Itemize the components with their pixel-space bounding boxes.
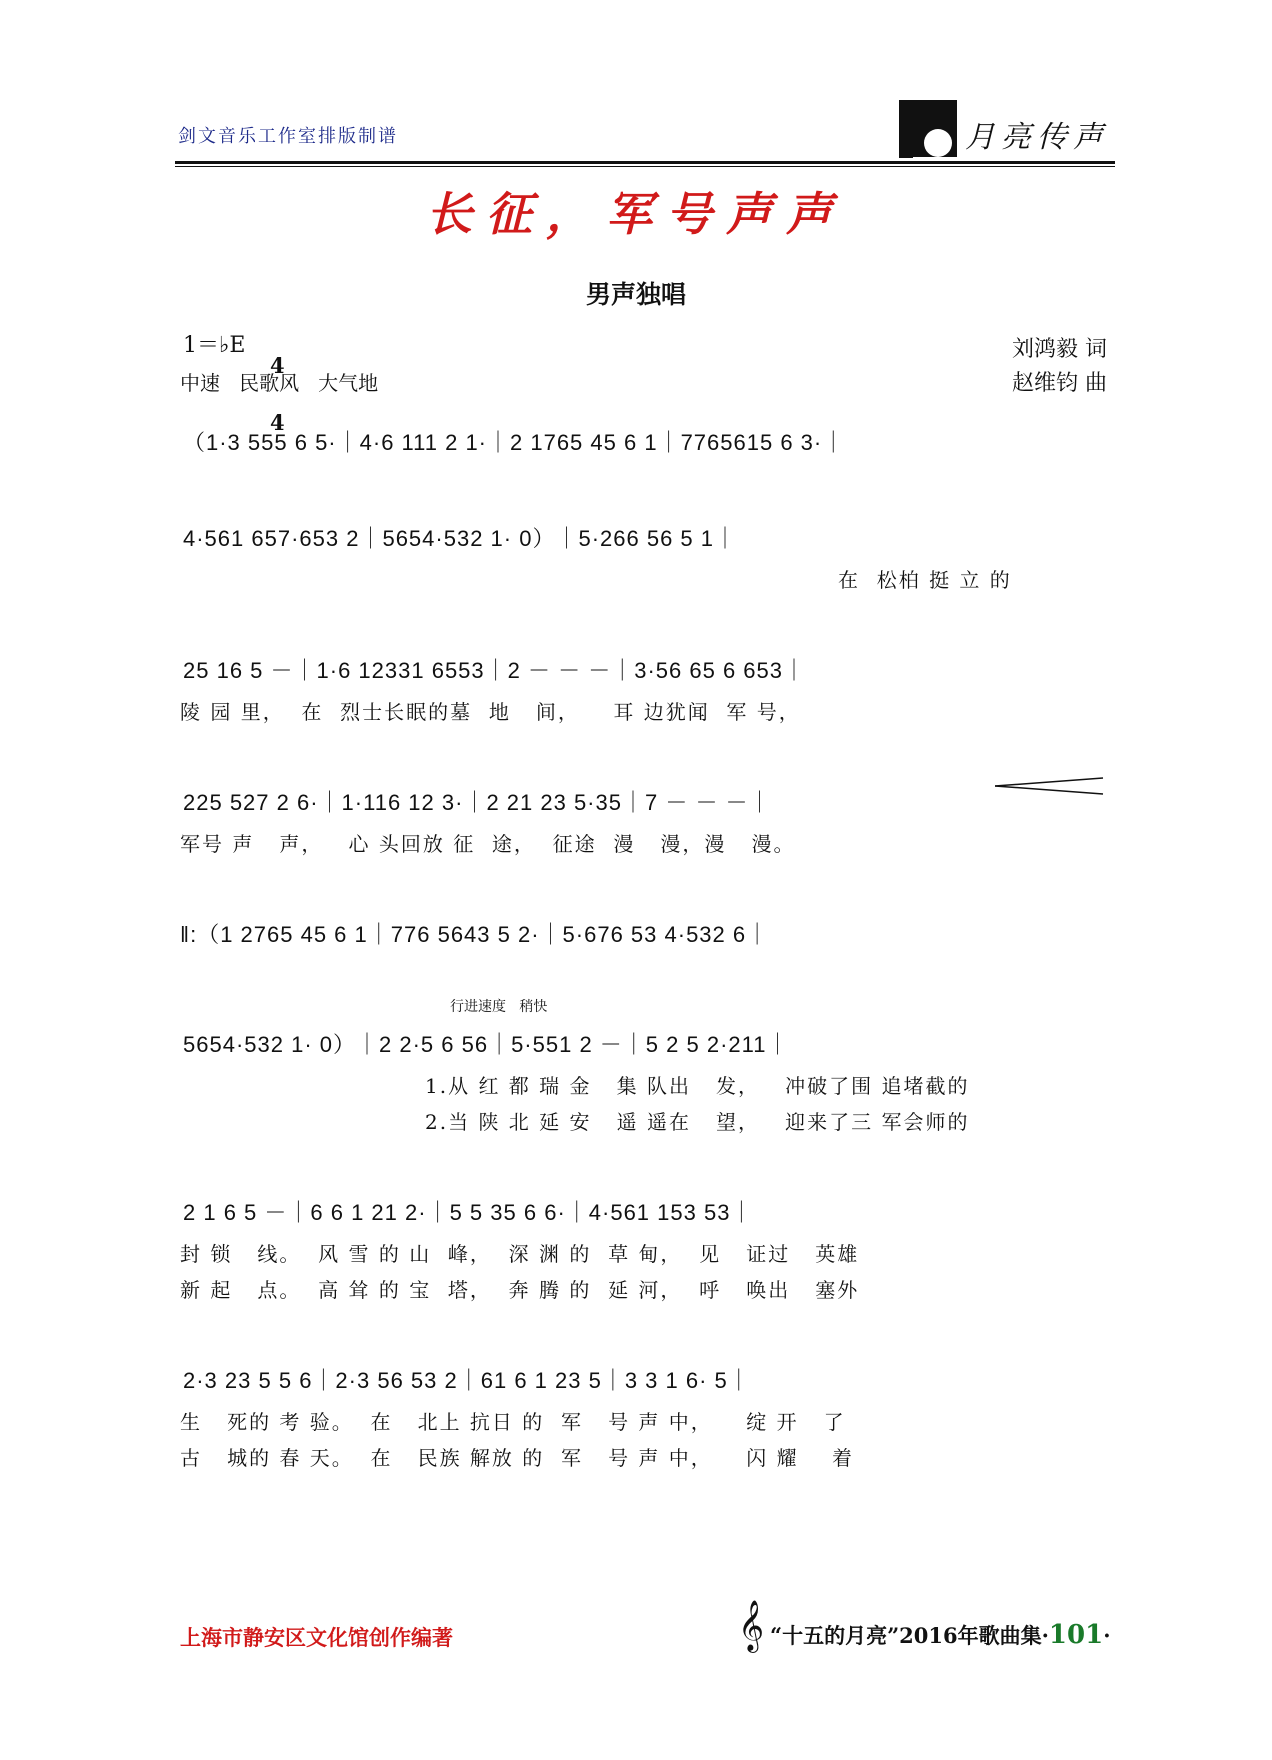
logo-text: 月亮传声 — [965, 120, 1109, 155]
lyrics-line-7-verse-2: 新 起 点。 高 耸 的 宝 塔， 奔 腾 的 延 河， 呼 唤出 塞外 — [180, 1278, 860, 1302]
lyrics-line-8-verse-1: 生 死的 考 验。 在 北上 抗日 的 军 号 声 中， 绽 开 了 — [180, 1410, 846, 1434]
score-line-4: 225 527 2 6·｜1·116 12 3·｜2 21 23 5·35｜7 － － －｜ — [183, 790, 772, 815]
key-signature: 1＝♭E — [183, 333, 246, 358]
crescendo-mark-icon — [985, 757, 1105, 800]
page-suffix: · — [1103, 1623, 1111, 1648]
publisher-credit: 上海市静安区文化馆创作编著 — [180, 1626, 453, 1650]
lyrics-line-6-verse-2: 2.当 陕 北 延 安 遥 遥在 望， 迎来了三 军会师的 — [425, 1110, 970, 1134]
lyrics-line-7-verse-1: 封 锁 线。 风 雪 的 山 峰， 深 渊 的 草 甸， 见 证过 英雄 — [180, 1242, 860, 1266]
score-line-2: 4·561 657·653 2｜5654·532 1· 0）｜5·266 56 5 1｜ — [183, 526, 738, 551]
tempo-change: 行进速度 稍快 — [450, 999, 548, 1015]
score-line-5: ‖:（1 2765 45 6 1｜776 5643 5 2·｜5·676 53 4·532 6｜ — [180, 922, 770, 947]
treble-clef-icon: 𝄞 — [738, 1600, 765, 1651]
lyrics-line-2: 在 松柏 挺 立 的 — [838, 568, 1012, 592]
song-title: 长征，军号声声 — [426, 187, 846, 241]
lyrics-line-4: 军号 声 声， 心 头回放 征 途， 征途 漫 漫，漫 漫。 — [180, 832, 796, 856]
book-footer — [770, 1620, 1111, 1650]
lyrics-line-6-verse-1: 1.从 红 都 瑞 金 集 队出 发， 冲破了围 追堵截的 — [425, 1074, 970, 1098]
score-line-6: 5654·532 1· 0）｜2 2·5 6 56｜5·551 2 －｜5 2 5 2·211｜ — [183, 1032, 790, 1057]
time-top: 4 — [270, 353, 285, 378]
score-line-3: 25 16 5 －｜1·6 12331 6553｜2 － － －｜3·56 65 6 653｜ — [183, 658, 807, 683]
moon-logo-icon — [899, 100, 957, 158]
studio-credit: 剑文音乐工作室排版制谱 — [178, 126, 398, 147]
page-number: 101 — [1048, 1620, 1104, 1650]
time-bottom: 4 — [270, 410, 285, 435]
header-rule — [175, 161, 1115, 164]
score-line-7: 2 1 6 5 －｜6 6 1 21 2·｜5 5 35 6 6·｜4·561 153 53｜ — [183, 1200, 754, 1225]
book-title: “十五的月亮”2016年歌曲集· — [770, 1623, 1049, 1648]
song-subtitle: 男声独唱 — [585, 280, 686, 309]
composer-credit: 赵维钧 曲 — [1012, 371, 1107, 396]
score-line-8: 2·3 23 5 5 6｜2·3 56 53 2｜61 6 1 23 5｜3 3 1 6· 5｜ — [183, 1368, 751, 1393]
lyricist-credit: 刘鸿毅 词 — [1012, 337, 1107, 362]
tempo-style: 中速 民歌风 大气地 — [180, 371, 379, 395]
lyrics-line-8-verse-2: 古 城的 春 天。 在 民族 解放 的 军 号 声 中， 闪 耀 着 — [180, 1446, 855, 1470]
lyrics-line-3: 陵 园 里， 在 烈士长眠的墓 地 间， 耳 边犹闻 军 号， — [180, 700, 801, 724]
score-line-1: （1·3 555 6 5·｜4·6 111 2 1·｜2 1765 45 6 1｜7765615 6 3·｜ — [183, 430, 846, 455]
header-rule-thin — [175, 166, 1115, 167]
